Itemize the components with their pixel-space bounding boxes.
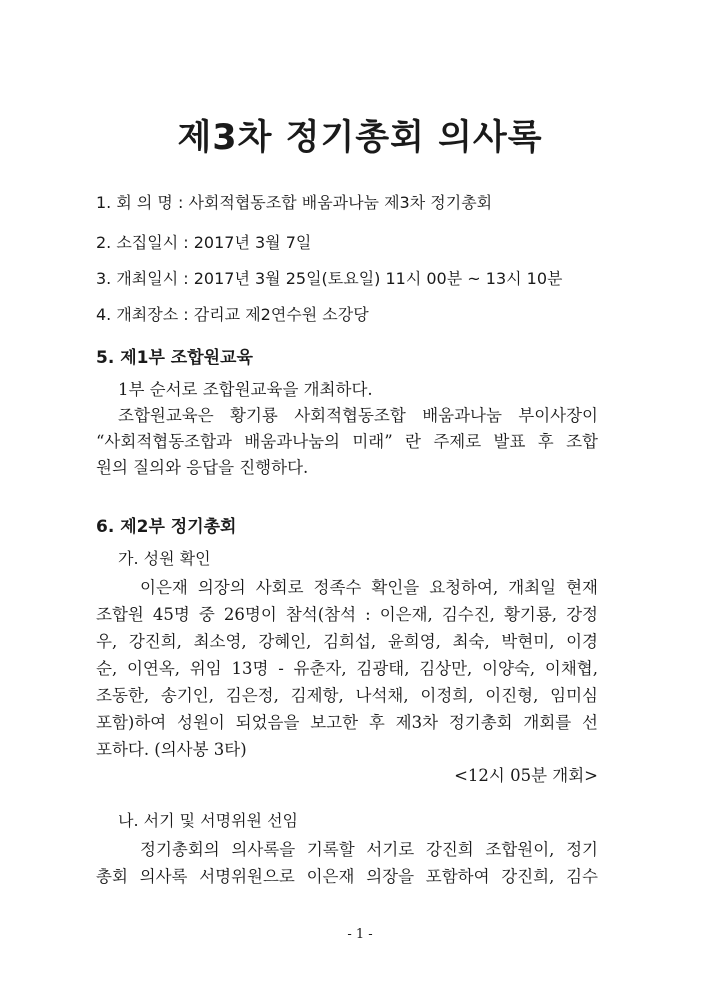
subsection-b-line: 총회 의사록 서명위원으로 이은재 의장을 포함하여 강진희, 김수: [96, 867, 598, 886]
subsection-a-line: 포함)하여 성원이 되었음을 보고한 후 제3차 정기총회 개회를 선: [96, 713, 598, 732]
section-5-line: 1부 순서로 조합원교육을 개최하다.: [118, 380, 373, 399]
page-number: - 1 -: [347, 927, 373, 942]
subsection-a-line: 조합원 45명 중 26명이 참석(참석 : 이은재, 김수진, 황기룡, 강정: [96, 605, 598, 624]
subsection-a-line: 우, 강진희, 최소영, 강혜인, 김희섭, 윤희영, 최숙, 박현미, 이경: [96, 632, 598, 651]
section-5-heading: 5. 제1부 조합원교육: [96, 348, 253, 368]
meeting-datetime-item: 3. 개최일시 : 2017년 3월 25일(토요일) 11시 00분 ~ 13시 10분: [96, 269, 563, 288]
section-5-line: “사회적협동조합과 배움과나눔의 미래” 란 주제로 발표 후 조합: [96, 432, 598, 451]
section-5-line: 조합원교육은 황기룡 사회적협동조합 배움과나눔 부이사장이: [118, 406, 598, 425]
subsection-b-line: 정기총회의 의사록을 기록할 서기로 강진희 조합원이, 정기: [140, 840, 598, 859]
meeting-name-item: 1. 회 의 명 : 사회적협동조합 배움과나눔 제3차 정기총회: [96, 193, 493, 212]
subsection-a-line: 순, 이연옥, 위임 13명 - 유춘자, 김광태, 김상만, 이양숙, 이채협,: [96, 659, 598, 678]
opening-time-note: <12시 05분 개회>: [454, 766, 598, 785]
meeting-venue-item: 4. 개최장소 : 감리교 제2연수원 소강당: [96, 305, 369, 324]
subsection-a-line: 조동한, 송기인, 김은정, 김제항, 나석채, 이정희, 이진형, 임미심: [96, 686, 598, 705]
subsection-a-heading: 가. 성원 확인: [118, 549, 211, 568]
document-title: 제3차 정기총회 의사록: [177, 118, 543, 158]
subsection-b-heading: 나. 서기 및 서명위원 선임: [118, 811, 298, 830]
subsection-a-line: 이은재 의장의 사회로 정족수 확인을 요청하여, 개최일 현재: [140, 578, 598, 597]
section-6-heading: 6. 제2부 정기총회: [96, 517, 237, 537]
subsection-a-line: 포하다. (의사봉 3타): [96, 740, 247, 759]
convocation-date-item: 2. 소집일시 : 2017년 3월 7일: [96, 233, 312, 252]
section-5-line: 원의 질의와 응답을 진행하다.: [96, 458, 309, 477]
